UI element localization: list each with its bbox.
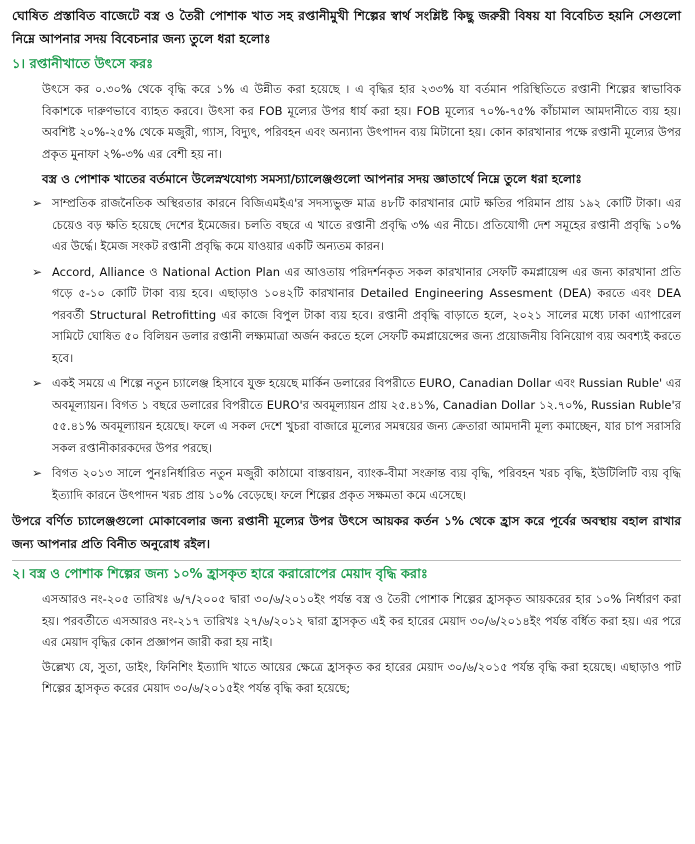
list-item-text: সাম্প্রতিক রাজনৈতিক অস্থিরতার কারনে বিজিএমইএ'র সদস্যভুক্ত মাত্র ৪৮টি কারখানার মোট ক্ষতির পরিমান প্রায় ১৯২ কোটি টাকা। এর চেয়েও বড় ক্ষতি হয়েছে দেশের ইমেজের। চলতি বছরে এ খাতে রপ্তানী প্রবৃদ্ধি ৩% এর নীচে। প্রতিযোগী দেশ সমূহের রপ্তানী প্রবৃদ্ধি ১০% এর উর্দ্ধে। ইমেজ সংকট রপ্তানী প্রবৃদ্ধি কমে যাওয়ার একটি অন্যতম কারন। [52, 196, 681, 253]
list-item-text: বিগত ২০১৩ সালে পুনঃনির্ধারিত নতুন মজুরী কাঠামো বাস্তবায়ন, ব্যাংক-বীমা সংক্রান্ত ব্যয় বৃদ্ধি, পরিবহন খরচ বৃদ্ধি, ইউটিলিটি ব্যয় বৃদ্ধি ইত্যাদি কারনে উৎপাদন খরচ প্রায় ১০% বেড়েছে। ফলে শিল্পের প্রকৃত সক্ষমতা কমে এসেছে। [52, 466, 681, 502]
challenges-subheading: বস্ত্র ও পোশাক খাতের বর্তমানে উলেস্নখযোগ্য সমস্যা/চ্যালেঞ্জগুলো আপনার সদয় জ্ঞাতার্থে নিম্নে তুলে ধরা হলোঃ [42, 172, 582, 186]
section-2-paragraph-2: উল্লেখ্য যে, সুতা, ডাইং, ফিনিশিং ইত্যাদি খাতে আয়ের ক্ষেত্রে হ্রাসকৃত কর হারের মেয়াদ ৩০/৬/২০১৫ পর্যন্ত বৃদ্ধি করা হয়েছে। এছাড়াও পাট শিল্পের হ্রাসকৃত করের মেয়াদ ৩০/৬/২০১৫ইং পর্যন্ত বৃদ্ধি করা হয়েছে; [42, 659, 681, 695]
section-2-heading: ২। বস্ত্র ও পোশাক শিল্পের জন্য ১০% হ্রাসকৃত হারে করারোপের মেয়াদ বৃদ্ধি করাঃ [12, 567, 428, 582]
section-divider [12, 560, 681, 561]
list-item [32, 463, 681, 506]
list-item [32, 262, 681, 370]
challenges-list [12, 193, 681, 506]
section-1-heading: ১। রপ্তানীখাতে উৎসে করঃ [12, 57, 154, 72]
list-item [32, 193, 681, 258]
arrow-bullet-icon: ➢ [32, 264, 43, 279]
section-2-paragraph-1: এসআরও নং-২০৫ তারিখঃ ৬/৭/২০০৫ দ্বারা ৩০/৬/২০১০ইং পর্যন্ত বস্ত্র ও তৈরী পোশাক শিল্পের হ্রাসকৃত আয়করের হার ১০% নির্ধারণ করা হয়। পরবর্তীতে এসআরও নং-২১৭ তারিখঃ ২৭/৬/২০১২ দ্বারা হ্রাসকৃত এই কর হারের মেয়াদ ৩০/৬/২০১৪ইং পর্যন্ত বর্ধিত করা হয়। এর পরে এর মেয়াদ বৃদ্ধির কোন প্রজ্ঞাপন জারী করা হয় নাই। [42, 592, 681, 649]
list-item-text: Accord, Alliance ও National Action Plan এর আওতায় পরিদর্শনকৃত সকল কারখানার সেফটি কমপ্লায়েন্স এর জন্য কারখানা প্রতি গড়ে ৫-১০ কোটি টাকা ব্যয় হবে। এছাড়াও ১০৪২টি কারখানার Detailed Engineering Assesment (DEA) করতে এবং DEA পরবর্তী Structural Retrofitting এর কাজে বিপুল টাকা ব্যয় হবে। রপ্তানী প্রবৃদ্ধি বাড়াতে হলে, ২০২১ সালের মধ্যে ঢাকা এ্যাপারেল সামিটে ঘোষিত ৫০ বিলিয়ন ডলার রপ্তানী লক্ষ্যমাত্রা অর্জন করতে হলে সেফটি কমপ্লায়েন্সের জন্য প্রয়োজনীয় বিনিয়োগ ব্যয় অবশ্যই করতে হবে। [52, 264, 681, 365]
list-item [32, 373, 681, 459]
section-1-paragraph: উৎসে কর ০.৩০% থেকে বৃদ্ধি করে ১% এ উন্নীত করা হয়েছে । এ বৃদ্ধির হার ২৩৩% যা বর্তমান পরিস্থিতিতে রপ্তানী শিল্পের স্বাভাবিক বিকাশকে দারুণভাবে ব্যাহত করবে। উৎসা কর FOB মূল্যের উপর ধার্য করা হয়। FOB মূল্যের ৭০%-৭৫% কাঁচামাল আমদানীতে ব্যয় হয়। অবশিষ্ট ২০%-২৫% থেকে মজুরী, গ্যাস, বিদ্যুৎ, পরিবহন এবং অন্যান্য উৎপাদন ব্যয় মিটানো হয়। কোন কারখানার পক্ষে রপ্তানী মূল্যের উপর প্রকৃত মুনাফা ২%-৩% এর বেশী হয় না। [42, 82, 681, 161]
arrow-bullet-icon: ➢ [32, 196, 43, 210]
intro-paragraph: ঘোষিত প্রস্তাবিত বাজেটে বস্ত্র ও তৈরী পোশাক খাত সহ রপ্তানীমুখী শিল্পের স্বার্থ সংশ্লিষ্ট কিছু জরুরী বিষয় যা বিবেচিত হয়নি সেগুলো নিম্নে আপনার সদয় বিবেচনার জন্য তুলে ধরা হলোঃ [12, 8, 681, 46]
section-1-closing: উপরে বর্ণিত চ্যালেঞ্জগুলো মোকাবেলার জন্য রপ্তানী মূল্যের উপর উৎসে আয়কর কর্তন ১% থেকে হ্রাস করে পূর্বের অবস্থায় বহাল রাখার জন্য আপনার প্রতি বিনীত অনুরোধ রইল। [12, 514, 681, 551]
arrow-bullet-icon: ➢ [32, 376, 43, 390]
list-item-text: একই সময়ে এ শিল্পে নতুন চ্যালেঞ্জ হিসাবে যুক্ত হয়েছে মার্কিন ডলারের বিপরীতে EURO, Canadian Dollar এবং Russian Ruble' এর অবমূল্যায়ন। বিগত ১ বছরে ডলারের বিপরীতে EURO'র অবমূল্যায়ন প্রায় ২৫.৪১%, Canadian Dollar ১২.৭০%, Russian Ruble'র ৫৫.৪১% অবমূল্যায়ন হয়েছে। ফলে এ সকল দেশে খুচরা বাজারে মূল্যের সমন্বয়ের জন্য ক্রেতারা আমদানী মূল্য কমাচ্ছেন, যার চাপ সরাসরি সকল রপ্তানীকারকদের উপর পরছে। [52, 376, 681, 455]
arrow-bullet-icon: ➢ [32, 466, 43, 480]
